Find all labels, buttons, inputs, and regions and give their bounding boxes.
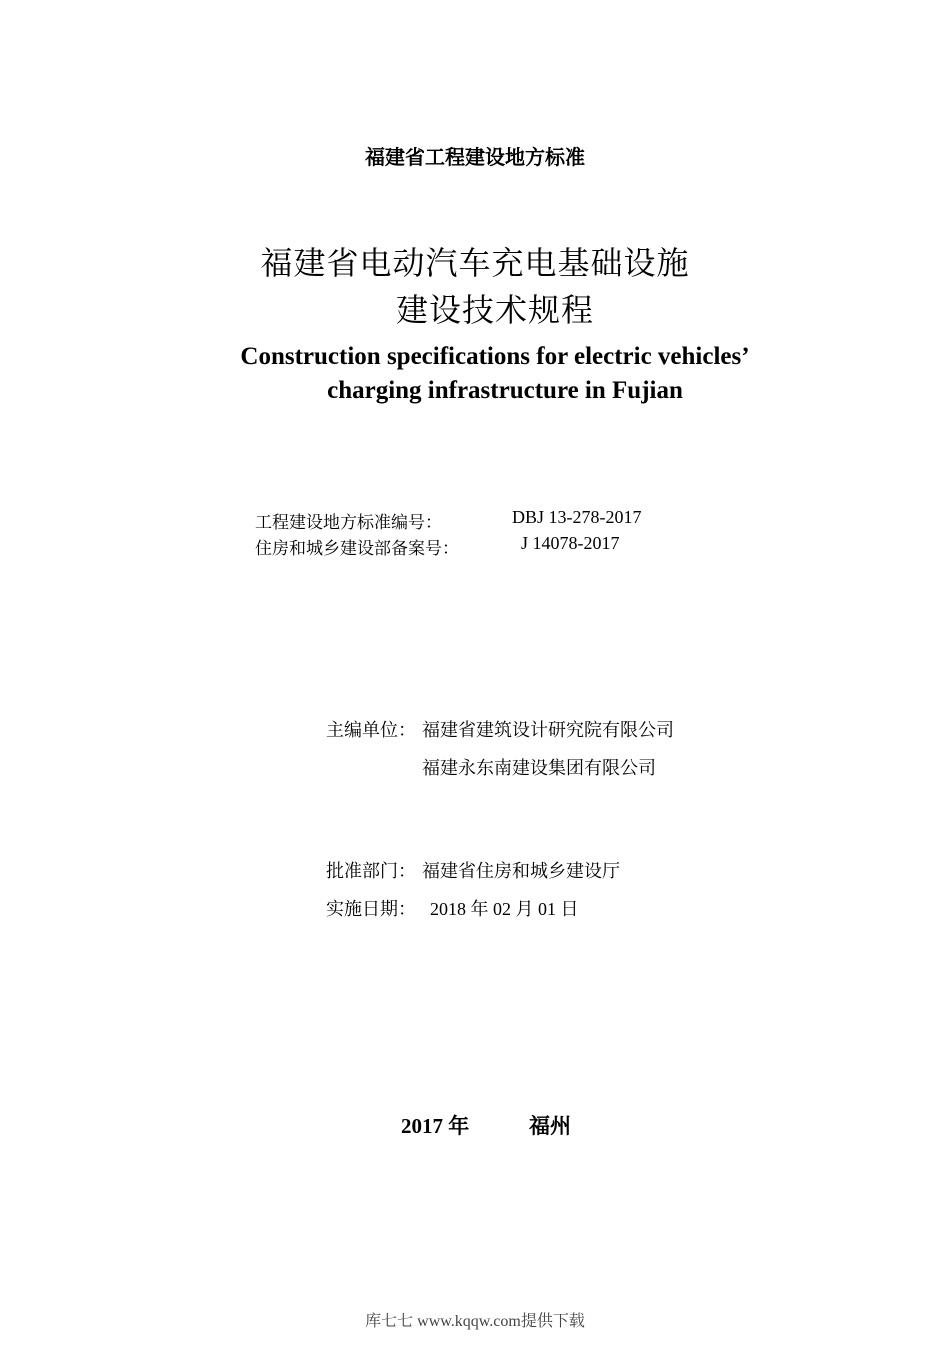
publication-year: 2017 年 [401,1114,470,1138]
chief-editor-org: 福建省建筑设计研究院有限公司 [422,720,674,740]
document-title-en-line2: charging infrastructure in Fujian [327,377,683,404]
effective-date-value: 2018 年 02 月 01 日 [430,899,579,919]
record-number-value: J 14078-2017 [521,533,620,553]
publication-city: 福州 [529,1114,571,1138]
standard-number-value: DBJ 13-278-2017 [512,507,642,527]
approval-department-value: 福建省住房和城乡建设厅 [422,861,620,881]
standard-series-heading: 福建省工程建设地方标准 [365,145,585,169]
record-number-label: 住房和城乡建设部备案号： [255,539,459,559]
chief-editor-org: 福建永东南建设集团有限公司 [422,758,656,778]
effective-date-label: 实施日期： [326,899,416,919]
document-title-zh-line1: 福建省电动汽车充电基础设施 [260,244,690,282]
download-source-footer: 库七七 www.kqqw.com提供下载 [365,1313,585,1330]
document-title-en-line1: Construction specifications for electric vehicles’ [240,343,750,370]
approval-department-label: 批准部门： [326,861,416,881]
chief-editor-label: 主编单位： [326,720,416,740]
standard-number-label: 工程建设地方标准编号： [255,513,442,533]
document-title-zh-line2: 建设技术规程 [395,291,594,329]
